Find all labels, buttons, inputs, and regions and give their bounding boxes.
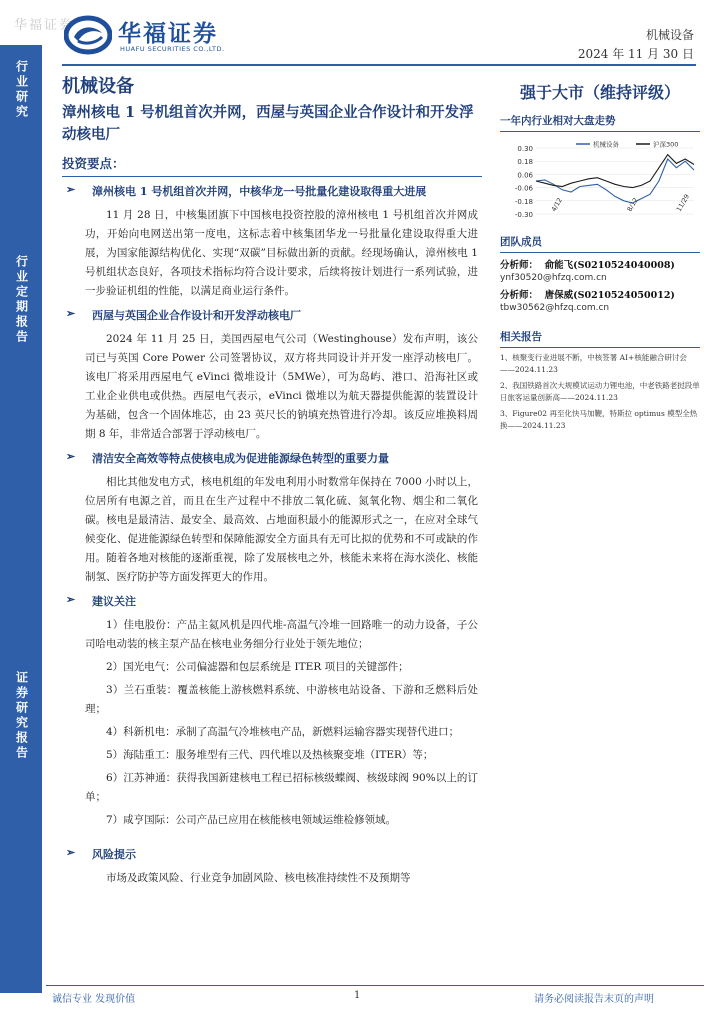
analyst-row	[500, 257, 700, 271]
related-report-link[interactable]: 3、Figure02 再至化快马加鞭，特斯拉 optimus 模型全热换——2024.11.23	[500, 409, 698, 430]
related-report-link[interactable]: 1、核聚变行业进展不断，中核签署 AI+核能融合研讨会——2024.11.23	[500, 353, 687, 374]
suggestion-item: 6）江苏神通：获得我国新建核电工程已招标核级蝶阀、核级球阀 90%以上的订单；	[85, 772, 478, 803]
section-title: 机械设备	[62, 76, 134, 97]
company-logo	[64, 15, 254, 55]
suggestion-item: 5）海陆重工：服务堆型有三代、四代堆以及热核聚变堆（ITER）等；	[106, 749, 434, 761]
body-paragraph: 相比其他发电方式，核电机组的年发电利用小时数常年保持在 7000 小时以上，位居所有电源之首，而且在生产过程中不排放二氧化硫、氮氧化物、烟尘和二氧化碳。核电是最清洁、最安全、最高效、占地面积最小的能源形式之一，在应对全球气候变化、促进能源绿色转型和保障能源安全方面具有无可比拟的优势和不可或缺的作用。随着各地对核能的逐渐重视，除了发展核电之外，核能未来将在海水淡化、核能制氢、医疗防护等方面发挥更大的作用。	[85, 476, 478, 583]
related-title: 相关报告	[500, 327, 700, 348]
bullet-heading-text: 西屋与英国企业合作设计和开发浮动核电厂	[92, 309, 301, 322]
analyst-role: 分析师：	[500, 260, 539, 271]
chart-title: 一年内行业相对大盘走势	[500, 111, 700, 132]
bullet-arrow-icon: ➢	[66, 183, 76, 196]
sidebar-label-periodic-report	[0, 255, 42, 345]
bullet-heading	[62, 450, 482, 466]
footer-slogan: 诚信专业 发现价值	[52, 994, 136, 1005]
chart-xtick-label: 8/12	[625, 196, 640, 213]
main-content	[62, 72, 482, 888]
bullet-heading	[62, 183, 482, 199]
risk-text: 市场及政策风险、行业竞争加剧风险、核电核准持续性不及预期等	[106, 872, 411, 884]
chart-legend-label: 机械设备	[593, 140, 619, 149]
bullet-heading-text: 建议关注	[92, 595, 136, 608]
chart-ytick-label: -0.18	[514, 197, 533, 206]
chart-legend-label: 沪深300	[653, 140, 679, 149]
analyst-email[interactable]: tbw30562@hfzq.com.cn	[500, 303, 610, 313]
suggestion-item: 3）兰石重装：覆盖核能上游核燃料系统、中游核电站设备、下游和乏燃料后处理；	[85, 684, 478, 715]
sidebar-label-industry-research	[0, 60, 42, 120]
chart-xtick-label: 4/12	[549, 196, 564, 213]
bullet-heading	[62, 846, 482, 862]
chart-ytick-label: -0.06	[514, 184, 533, 193]
team-title: 团队成员	[500, 232, 700, 253]
suggestion-item: 4）科新机电：承制了高温气冷堆核电产品，新燃料运输容器实现替代进口；	[106, 726, 460, 738]
logo-emblem-icon	[64, 15, 112, 55]
bullet-heading	[62, 593, 482, 609]
bullet-heading-text: 漳州核电 1 号机组首次并网，中核华龙一号批量化建设取得重大进展	[92, 185, 427, 198]
relative-performance-chart	[500, 138, 700, 224]
body-paragraph: 2024 年 11 月 25 日，美国西屋电气公司（Westinghouse）发布声明，该公司已与英国 Core Power 公司签署协议，双方将共同设计并开发一座浮动核电厂。该电厂将采用西屋电气 eVinci 微堆设计（5MWe），可为岛屿、港口、沿海社区或工业企业供电或供热。西屋电气表示，eVinci 微堆以为航天器提供能源的装置设计为基础，包含一个固体堆芯，由 23 英尺长的钠填充热管进行冷却。该反应堆换料周期 8 年，非常适合部署于浮动核电厂。	[85, 333, 478, 440]
analyst-role: 分析师：	[500, 290, 539, 301]
rating: 强于大市（维持评级）	[519, 83, 680, 102]
right-panel	[500, 72, 700, 432]
body-paragraph: 11 月 28 日，中核集团旗下中国核电投资控股的漳州核电 1 号机组首次并网成功，开始向电网送出第一度电，这标志着中核集团华龙一号批量化建设取得重大进展，为国家能源结构优化、实现“双碳”目标做出新的贡献。经现场确认，漳州核电 1 号机组状态良好，各项技术指标均符合设计要求，后续将按计划进行一系列试验，进一步验证机组的性能，以满足商业运行条件。	[85, 209, 478, 297]
suggestion-item: 1）佳电股份：产品主氦风机是四代堆-高温气冷堆一回路唯一的动力设备，子公司哈电动装的核主泵产品在核电业务细分行业处于领先地位；	[85, 619, 478, 650]
page-number: 1	[354, 990, 361, 1001]
logo-name-en: HUAFU SECURITIES CO.,LTD.	[120, 45, 225, 53]
suggestion-item: 7）咸亨国际：公司产品已应用在核能核电领域运维检修领域。	[106, 814, 397, 826]
header-industry: 机械设备	[645, 28, 694, 42]
key-points-divider	[62, 176, 482, 177]
sidebar-label-securities-report	[0, 671, 42, 761]
bullet-arrow-icon: ➢	[66, 846, 76, 859]
report-headline: 漳州核电 1 号机组首次并网，西屋与英国企业合作设计和开发浮动核电厂	[62, 104, 474, 143]
footer-divider	[46, 985, 704, 986]
bullet-heading-text: 风险提示	[92, 848, 136, 861]
header-date: 2024 年 11 月 30 日	[577, 47, 694, 61]
bullet-arrow-icon: ➢	[66, 593, 76, 606]
analyst-name: 唐保威(S0210524050012)	[544, 290, 675, 301]
key-points-title: 投资要点：	[62, 156, 125, 171]
analyst-row	[500, 287, 700, 301]
chart-series-line	[536, 159, 694, 203]
bullet-heading-text: 清洁安全高效等特点使核电成为促进能源绿色转型的重要力量	[92, 452, 389, 465]
related-report-link[interactable]: 2、我国铁路首次大规模试运动力锂电池，中老铁路老挝段单日旅客运量创新高——2024.11.23	[500, 381, 700, 402]
chart-ytick-label: 0.18	[517, 158, 533, 167]
sidebar-label-text: 证券研究报告	[14, 671, 29, 761]
footer-disclaimer: 请务必阅读报告末页的声明	[534, 994, 654, 1005]
chart-ytick-label: -0.30	[514, 211, 533, 219]
sidebar-label-text: 行业研究	[14, 60, 29, 120]
chart-ytick-label: 0.06	[517, 171, 533, 180]
bullet-arrow-icon: ➢	[66, 450, 76, 463]
sidebar-label-text: 行业定期报告	[14, 255, 29, 345]
suggestion-list	[62, 616, 482, 830]
chart-ytick-label: 0.30	[517, 145, 533, 153]
bullet-arrow-icon: ➢	[66, 307, 76, 320]
sidebar	[0, 45, 42, 993]
logo-name-cn: 华福证券	[118, 21, 218, 47]
header-divider	[62, 64, 696, 66]
suggestion-item: 2）国光电气：公司偏滤器和包层系统是 ITER 项目的关键部件；	[106, 661, 409, 673]
watermark: 华福证券	[14, 18, 75, 33]
chart-xtick-label: 11/29	[674, 192, 692, 213]
chart-series-line	[536, 155, 694, 188]
analyst-name: 俞能飞(S0210524040008)	[544, 260, 675, 271]
chart-svg	[500, 138, 700, 220]
bullet-heading	[62, 307, 482, 323]
analyst-email[interactable]: ynf30520@hfzq.com.cn	[500, 273, 607, 283]
